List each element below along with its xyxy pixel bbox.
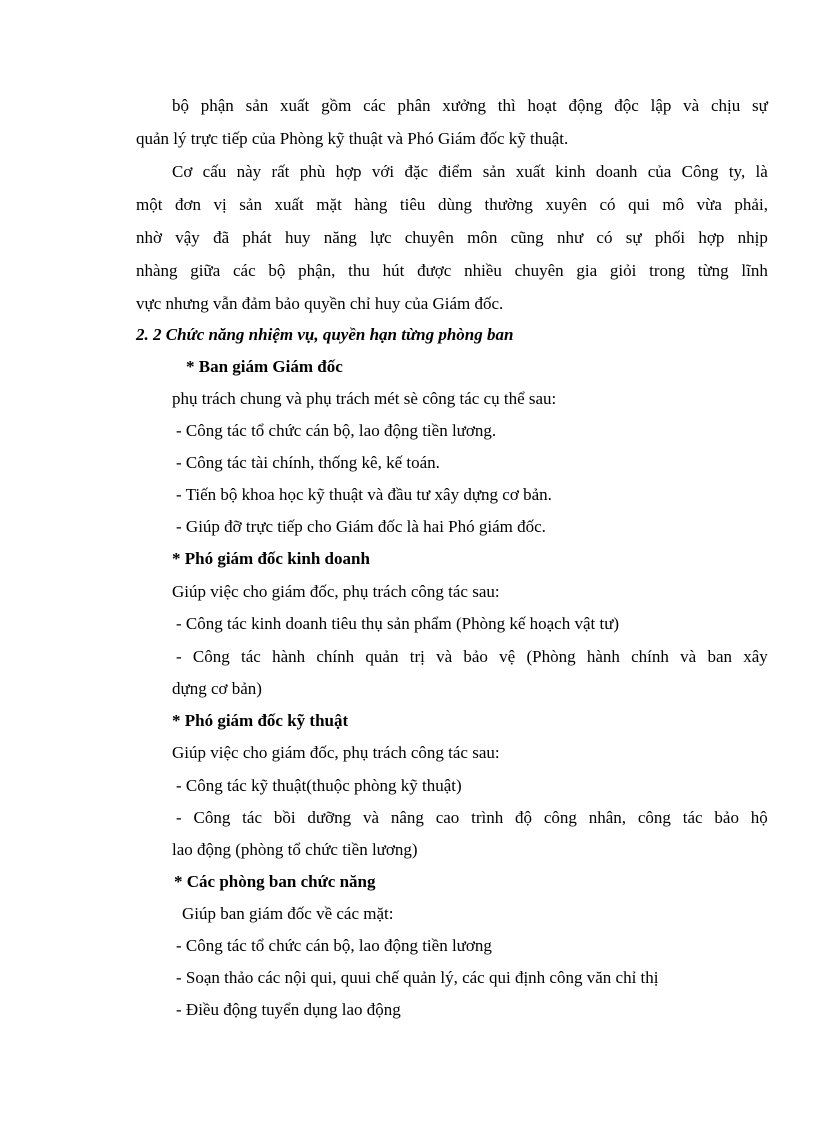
word: như <box>556 228 584 247</box>
word: và <box>683 96 700 115</box>
word: Công <box>681 162 719 181</box>
word: vị <box>213 195 227 214</box>
word: phận <box>200 96 234 115</box>
word: vệ <box>499 647 516 666</box>
word: nhân, <box>588 808 627 827</box>
word: của <box>647 162 672 181</box>
word: sự <box>625 228 642 247</box>
word: Công <box>193 808 231 827</box>
word: thường <box>484 195 533 214</box>
paragraph-1-line-1 <box>172 94 768 118</box>
word: độ <box>515 808 533 827</box>
word: chính <box>316 647 355 666</box>
word: Công <box>192 647 230 666</box>
word: bộ <box>172 96 189 115</box>
word: được <box>417 261 452 280</box>
business-deputy-item-2-line-1 <box>176 645 768 669</box>
word: một <box>136 195 163 214</box>
word: chuyên <box>514 261 564 280</box>
word: phận, <box>298 261 336 280</box>
technical-deputy-item-2-line-1 <box>176 806 768 830</box>
word: xuất <box>274 195 304 214</box>
word: tiêu <box>399 195 426 214</box>
word: nhàng <box>136 261 178 280</box>
board-item-1: - Công tác tổ chức cán bộ, lao động tiền lương. <box>176 421 497 440</box>
word: tác <box>682 808 703 827</box>
word: hàng <box>354 195 388 214</box>
functional-depts-item-2: - Soạn thảo các nội qui, quui chế quản lý, các qui định công văn chỉ thị <box>176 968 659 987</box>
word: hộ <box>750 808 768 827</box>
word: phát <box>242 228 272 247</box>
word: phải, <box>734 195 768 214</box>
word: phối <box>654 228 686 247</box>
business-deputy-item-2-line-2: dựng cơ bản) <box>172 679 262 698</box>
word: vậy <box>175 228 200 247</box>
word: hành <box>272 647 306 666</box>
word: nâng <box>390 808 424 827</box>
technical-deputy-item-2-line-2: lao động (phòng tổ chức tiền lương) <box>172 840 418 859</box>
board-item-3: - Tiến bộ khoa học kỹ thuật và đầu tư xây dựng cơ bản. <box>176 485 552 504</box>
word: hợp <box>698 228 725 247</box>
word: hợp <box>335 162 362 181</box>
section-heading: 2. 2 Chức năng nhiệm vụ, quyền hạn từng phòng ban <box>136 325 514 344</box>
word: nhịp <box>737 228 768 247</box>
board-item-4: - Giúp đỡ trực tiếp cho Giám đốc là hai Phó giám đốc. <box>176 517 546 536</box>
word: điểm <box>438 162 473 181</box>
word: sự <box>752 96 768 115</box>
word: và <box>680 647 697 666</box>
paragraph-2-line-5: vực nhưng vẫn đảm bảo quyền chỉ huy của Giám đốc. <box>136 294 504 313</box>
word: cao <box>435 808 460 827</box>
board-intro: phụ trách chung và phụ trách mét sè công tác cụ thể sau: <box>172 389 557 408</box>
word: (Phòng <box>526 647 576 666</box>
word: thì <box>497 96 516 115</box>
word: phân <box>397 96 431 115</box>
word: từng <box>697 261 729 280</box>
word: sản <box>239 195 262 214</box>
word: và <box>362 808 379 827</box>
word: thu <box>348 261 370 280</box>
business-deputy-heading: * Phó giám đốc kinh doanh <box>172 549 370 568</box>
word: lĩnh <box>741 261 768 280</box>
word: - <box>176 647 182 666</box>
word: hút <box>382 261 405 280</box>
word: bảo <box>714 808 739 827</box>
word: sản <box>482 162 506 181</box>
word: trình <box>471 808 504 827</box>
word: tác <box>241 647 261 666</box>
paragraph-1-line-2: quản lý trực tiếp của Phòng kỹ thuật và Phó Giám đốc kỹ thuật. <box>136 129 569 148</box>
word: Cơ <box>172 162 193 181</box>
word: lập <box>650 96 672 115</box>
word: năng <box>323 228 357 247</box>
word: chuyên <box>404 228 454 247</box>
word: trị <box>409 647 425 666</box>
word: dưỡng <box>307 808 352 827</box>
word: rất <box>271 162 290 181</box>
word: bảo <box>463 647 488 666</box>
word: nhiều <box>464 261 502 280</box>
word: đơn <box>174 195 201 214</box>
word: là <box>755 162 768 181</box>
word: xuyên <box>545 195 587 214</box>
word: - <box>176 808 182 827</box>
word: hoạt <box>527 96 557 115</box>
word: các <box>363 96 386 115</box>
word: xuất <box>280 96 310 115</box>
word: lực <box>370 228 392 247</box>
word: ty, <box>728 162 746 181</box>
word: các <box>233 261 256 280</box>
word: xuất <box>515 162 545 181</box>
word: vừa <box>696 195 722 214</box>
word: bộ <box>268 261 286 280</box>
technical-deputy-item-1: - Công tác kỹ thuật(thuộc phòng kỹ thuật) <box>176 776 462 795</box>
word: chịu <box>710 96 741 115</box>
word: xây <box>743 647 768 666</box>
word: bồi <box>273 808 296 827</box>
word: có <box>599 195 616 214</box>
word: với <box>371 162 395 181</box>
word: sản <box>245 96 269 115</box>
word: tác <box>242 808 262 827</box>
word: cấu <box>202 162 227 181</box>
word: và <box>436 647 453 666</box>
word: trong <box>649 261 685 280</box>
word: chính <box>631 647 669 666</box>
word: có <box>596 228 613 247</box>
word: doanh <box>595 162 638 181</box>
word: gồm <box>321 96 352 115</box>
word: đã <box>213 228 230 247</box>
board-heading: * Ban giám Giám đốc <box>186 357 343 376</box>
technical-deputy-intro: Giúp việc cho giám đốc, phụ trách công tác sau: <box>172 743 500 762</box>
word: ban <box>707 647 733 666</box>
functional-depts-item-1: - Công tác tổ chức cán bộ, lao động tiền lương <box>176 936 492 955</box>
word: môn <box>467 228 498 247</box>
word: đặc <box>404 162 429 181</box>
paragraph-2-line-3 <box>136 226 768 250</box>
paragraph-2-line-4 <box>136 259 768 283</box>
word: công <box>637 808 671 827</box>
word: qui <box>628 195 650 214</box>
functional-depts-heading: * Các phòng ban chức năng <box>174 872 376 891</box>
word: gia <box>576 261 598 280</box>
business-deputy-intro: Giúp việc cho giám đốc, phụ trách công tác sau: <box>172 582 500 601</box>
word: giỏi <box>609 261 637 280</box>
word: huy <box>284 228 311 247</box>
word: động <box>568 96 603 115</box>
word: này <box>236 162 262 181</box>
word: nhờ <box>136 228 162 247</box>
word: độc <box>614 96 639 115</box>
word: quản <box>365 647 399 666</box>
word: kinh <box>555 162 586 181</box>
word: xưởng <box>442 96 486 115</box>
word: công <box>543 808 577 827</box>
word: mặt <box>316 195 342 214</box>
paragraph-2-line-2 <box>136 193 768 217</box>
technical-deputy-heading: * Phó giám đốc kỹ thuật <box>172 711 349 730</box>
paragraph-2-line-1 <box>172 160 768 184</box>
word: cũng <box>510 228 544 247</box>
word: phù <box>299 162 326 181</box>
functional-depts-intro: Giúp ban giám đốc về các mặt: <box>182 904 394 923</box>
business-deputy-item-1: - Công tác kinh doanh tiêu thụ sản phẩm (Phòng kế hoạch vật tư) <box>176 614 620 633</box>
word: dùng <box>437 195 472 214</box>
word: hành <box>586 647 620 666</box>
functional-depts-item-3: - Điều động tuyển dụng lao động <box>176 1000 401 1019</box>
word: giữa <box>190 261 221 280</box>
board-item-2: - Công tác tài chính, thống kê, kế toán. <box>176 453 440 472</box>
word: mô <box>662 195 685 214</box>
